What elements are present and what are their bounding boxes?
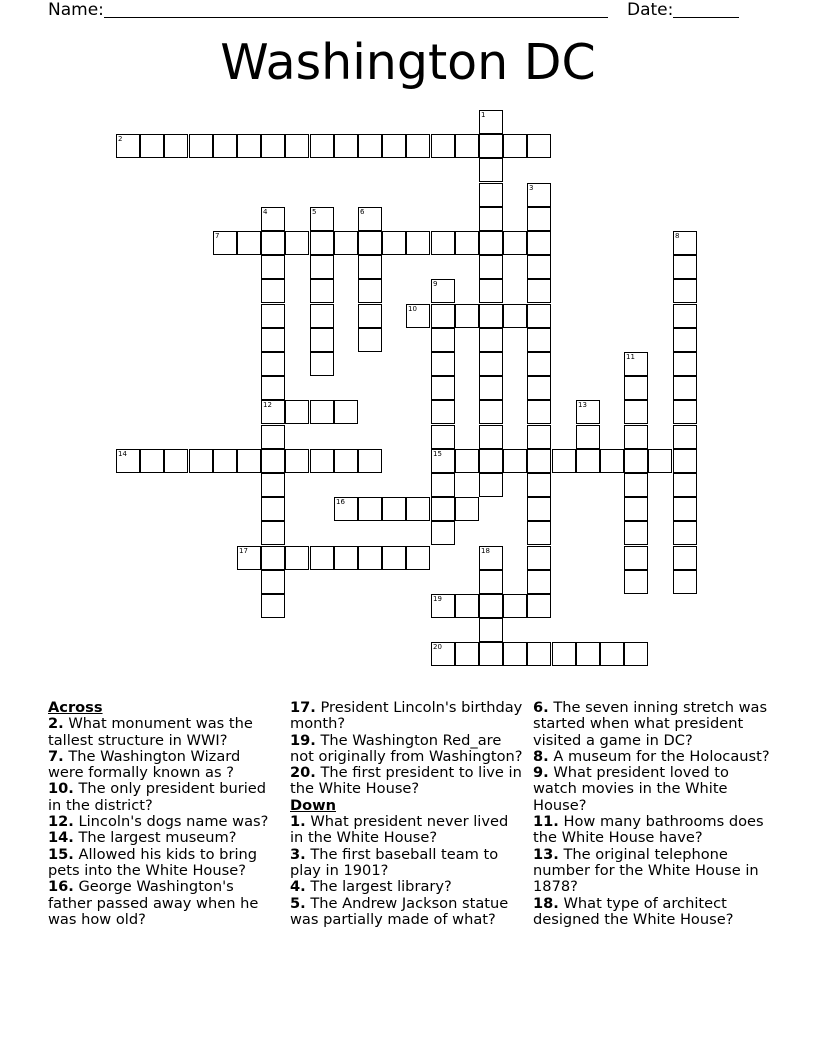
clue-item: [48, 879, 278, 928]
clue-number: 5.: [290, 894, 306, 912]
grid-cell[interactable]: [382, 497, 406, 521]
grid-cell[interactable]: [358, 497, 382, 521]
clue-text: The Washington Red_are not originally from Washington?: [290, 731, 523, 765]
grid-cell[interactable]: [431, 376, 455, 400]
grid-cell[interactable]: [213, 134, 237, 158]
grid-cell[interactable]: [673, 570, 697, 594]
grid-cell[interactable]: [527, 207, 551, 231]
clue-number: 2.: [48, 715, 64, 733]
clue-number: 19: [433, 595, 442, 603]
clue-text: Lincoln's dogs name was?: [78, 813, 269, 831]
clue-number: 10: [408, 305, 417, 313]
grid-cell[interactable]: [261, 231, 285, 255]
clue-text: Allowed his kids to bring pets into the White House?: [48, 845, 258, 879]
grid-cell[interactable]: [479, 328, 503, 352]
grid-cell[interactable]: [358, 207, 382, 231]
clue-number: 18: [481, 547, 490, 555]
grid-cell[interactable]: [431, 473, 455, 497]
grid-cell[interactable]: [431, 134, 455, 158]
grid-cell[interactable]: [455, 134, 479, 158]
grid-cell[interactable]: [527, 328, 551, 352]
grid-cell[interactable]: [382, 134, 406, 158]
grid-cell[interactable]: [116, 134, 140, 158]
grid-cell[interactable]: [479, 400, 503, 424]
grid-cell[interactable]: [261, 497, 285, 521]
grid-cell[interactable]: [358, 304, 382, 328]
grid-cell[interactable]: [673, 546, 697, 570]
grid-cell[interactable]: [140, 134, 164, 158]
grid-cell[interactable]: [527, 352, 551, 376]
grid-cell[interactable]: [479, 449, 503, 473]
grid-cell[interactable]: [310, 352, 334, 376]
grid-cell[interactable]: [406, 497, 430, 521]
grid-cell[interactable]: [237, 134, 261, 158]
clue-item: [48, 830, 278, 846]
clue-text: What monument was the tallest structure in WWI?: [48, 715, 253, 749]
grid-cell[interactable]: [527, 473, 551, 497]
date-label: Date:: [627, 0, 674, 20]
grid-cell[interactable]: [673, 255, 697, 279]
clue-number: 16: [336, 498, 345, 506]
clue-number: 6: [360, 208, 365, 216]
grid-cell[interactable]: [310, 279, 334, 303]
grid-cell[interactable]: [624, 473, 648, 497]
clue-item: [533, 700, 773, 749]
grid-cell[interactable]: [624, 400, 648, 424]
grid-cell[interactable]: [624, 352, 648, 376]
clue-number: 3.: [290, 845, 306, 863]
grid-cell[interactable]: [189, 449, 213, 473]
clue-number: 11: [626, 353, 635, 361]
clue-item: [533, 847, 773, 896]
clue-number: 6.: [533, 699, 549, 716]
clue-item: [290, 847, 526, 880]
grid-cell[interactable]: [527, 425, 551, 449]
clue-item: [290, 733, 526, 766]
grid-cell[interactable]: [406, 546, 430, 570]
grid-cell[interactable]: [479, 570, 503, 594]
clue-number: 9.: [533, 764, 549, 782]
clue-item: [533, 765, 773, 814]
clue-text: The Andrew Jackson statue was partially made of what?: [290, 894, 509, 928]
grid-cell[interactable]: [261, 425, 285, 449]
clue-item: [290, 896, 526, 929]
clue-number: 12: [263, 401, 272, 409]
clue-number: 15.: [48, 845, 74, 863]
clue-item: [290, 700, 526, 733]
clue-number: 14.: [48, 829, 74, 847]
grid-cell[interactable]: [527, 134, 551, 158]
grid-cell[interactable]: [576, 449, 600, 473]
grid-cell[interactable]: [479, 231, 503, 255]
grid-cell[interactable]: [503, 642, 527, 666]
clue-number: 8.: [533, 747, 549, 765]
grid-cell[interactable]: [455, 594, 479, 618]
grid-cell[interactable]: [624, 449, 648, 473]
grid-cell[interactable]: [261, 255, 285, 279]
clue-text: George Washington's father passed away when he was how old?: [48, 878, 259, 928]
grid-cell[interactable]: [455, 231, 479, 255]
grid-cell[interactable]: [237, 546, 261, 570]
clue-text: The first president to live in the White House?: [290, 764, 522, 798]
grid-cell[interactable]: [479, 546, 503, 570]
grid-cell[interactable]: [431, 449, 455, 473]
clue-number: 16.: [48, 878, 74, 896]
grid-cell[interactable]: [237, 449, 261, 473]
grid-cell[interactable]: [673, 449, 697, 473]
grid-cell[interactable]: [310, 255, 334, 279]
grid-cell[interactable]: [479, 183, 503, 207]
clue-number: 19.: [290, 731, 316, 749]
grid-cell[interactable]: [576, 400, 600, 424]
grid-cell[interactable]: [406, 231, 430, 255]
grid-cell[interactable]: [673, 400, 697, 424]
grid-cell[interactable]: [431, 279, 455, 303]
clues-column-1: [48, 700, 278, 928]
grid-cell[interactable]: [455, 642, 479, 666]
grid-cell[interactable]: [261, 134, 285, 158]
grid-cell[interactable]: [527, 400, 551, 424]
grid-cell[interactable]: [527, 279, 551, 303]
grid-cell[interactable]: [552, 642, 576, 666]
clue-item: [48, 847, 278, 880]
clue-number: 1.: [290, 813, 306, 831]
grid-cell[interactable]: [310, 304, 334, 328]
clue-number: 10.: [48, 780, 74, 798]
grid-cell[interactable]: [503, 134, 527, 158]
clue-number: 18.: [533, 894, 559, 912]
grid-cell[interactable]: [479, 134, 503, 158]
clue-number: 15: [433, 450, 442, 458]
clues-column-2: [290, 700, 526, 928]
clue-number: 4: [263, 208, 268, 216]
grid-cell[interactable]: [261, 570, 285, 594]
clue-text: The seven inning stretch was started when what president visited a game in DC?: [533, 699, 768, 749]
clue-text: President Lincoln's birthday month?: [290, 699, 523, 733]
grid-cell[interactable]: [527, 642, 551, 666]
grid-cell[interactable]: [261, 473, 285, 497]
grid-cell[interactable]: [527, 304, 551, 328]
clues-column-3: [533, 700, 773, 928]
clue-number: 13.: [533, 845, 559, 863]
grid-cell[interactable]: [310, 134, 334, 158]
grid-cell[interactable]: [479, 352, 503, 376]
grid-cell[interactable]: [527, 183, 551, 207]
grid-cell[interactable]: [189, 134, 213, 158]
clue-number: 20: [433, 643, 442, 651]
clue-item: [533, 749, 773, 765]
grid-cell[interactable]: [116, 449, 140, 473]
grid-cell[interactable]: [503, 449, 527, 473]
grid-cell[interactable]: [673, 352, 697, 376]
grid-cell[interactable]: [334, 400, 358, 424]
clue-item: [290, 879, 526, 895]
clue-text: The largest museum?: [78, 829, 237, 847]
clue-number: 14: [118, 450, 127, 458]
grid-cell[interactable]: [261, 328, 285, 352]
grid-cell[interactable]: [213, 231, 237, 255]
grid-cell[interactable]: [334, 546, 358, 570]
grid-cell[interactable]: [406, 134, 430, 158]
clue-text: The Washington Wizard were formally known as ?: [48, 747, 241, 782]
grid-cell[interactable]: [479, 376, 503, 400]
grid-cell[interactable]: [455, 497, 479, 521]
clue-number: 8: [675, 232, 680, 240]
grid-cell[interactable]: [431, 497, 455, 521]
grid-cell[interactable]: [527, 376, 551, 400]
grid-cell[interactable]: [673, 231, 697, 255]
grid-cell[interactable]: [358, 328, 382, 352]
grid-cell[interactable]: [503, 594, 527, 618]
clue-number: 17: [239, 547, 248, 555]
grid-cell[interactable]: [479, 618, 503, 642]
grid-cell[interactable]: [600, 449, 624, 473]
grid-cell[interactable]: [479, 255, 503, 279]
grid-cell[interactable]: [310, 449, 334, 473]
clue-number: 20.: [290, 764, 316, 782]
grid-cell[interactable]: [527, 546, 551, 570]
grid-cell[interactable]: [285, 134, 309, 158]
grid-cell[interactable]: [600, 642, 624, 666]
grid-cell[interactable]: [673, 279, 697, 303]
grid-cell[interactable]: [527, 570, 551, 594]
grid-cell[interactable]: [624, 425, 648, 449]
grid-cell[interactable]: [455, 304, 479, 328]
grid-cell[interactable]: [285, 546, 309, 570]
grid-cell[interactable]: [310, 328, 334, 352]
grid-cell[interactable]: [406, 304, 430, 328]
grid-cell[interactable]: [648, 449, 672, 473]
grid-cell[interactable]: [261, 449, 285, 473]
clue-text: What type of architect designed the White House?: [533, 894, 734, 928]
grid-cell[interactable]: [673, 473, 697, 497]
grid-cell[interactable]: [479, 207, 503, 231]
grid-cell[interactable]: [334, 497, 358, 521]
clue-number: 13: [578, 401, 587, 409]
grid-cell[interactable]: [237, 231, 261, 255]
grid-cell[interactable]: [552, 449, 576, 473]
grid-cell[interactable]: [479, 110, 503, 134]
grid-cell[interactable]: [673, 304, 697, 328]
clue-number: 7: [215, 232, 220, 240]
clue-number: 7.: [48, 747, 64, 765]
grid-cell[interactable]: [673, 497, 697, 521]
name-label: Name:: [48, 0, 104, 20]
grid-cell[interactable]: [673, 376, 697, 400]
grid-cell[interactable]: [261, 376, 285, 400]
grid-cell[interactable]: [261, 594, 285, 618]
clue-number: 11.: [533, 813, 559, 831]
grid-cell[interactable]: [479, 158, 503, 182]
clue-item: [48, 781, 278, 814]
clue-number: 4.: [290, 878, 306, 896]
grid-cell[interactable]: [164, 134, 188, 158]
clue-text: The original telephone number for the White House in 1878?: [533, 845, 759, 896]
grid-cell[interactable]: [479, 473, 503, 497]
clue-number: 9: [433, 280, 438, 288]
grid-cell[interactable]: [358, 255, 382, 279]
grid-cell[interactable]: [479, 425, 503, 449]
grid-cell[interactable]: [358, 449, 382, 473]
grid-cell[interactable]: [673, 521, 697, 545]
grid-cell[interactable]: [673, 328, 697, 352]
grid-cell[interactable]: [261, 400, 285, 424]
grid-cell[interactable]: [624, 521, 648, 545]
clue-item: [48, 716, 278, 749]
grid-cell[interactable]: [164, 449, 188, 473]
grid-cell[interactable]: [503, 231, 527, 255]
clue-number: 12.: [48, 813, 74, 831]
grid-cell[interactable]: [358, 134, 382, 158]
clue-text: The largest library?: [310, 878, 452, 896]
grid-cell[interactable]: [431, 231, 455, 255]
clue-number: 5: [312, 208, 317, 216]
clue-number: 2: [118, 135, 123, 143]
grid-cell[interactable]: [261, 352, 285, 376]
grid-cell[interactable]: [431, 352, 455, 376]
grid-cell[interactable]: [431, 594, 455, 618]
grid-cell[interactable]: [431, 304, 455, 328]
grid-cell[interactable]: [624, 376, 648, 400]
grid-cell[interactable]: [527, 255, 551, 279]
down-heading: Down: [290, 796, 337, 814]
grid-cell[interactable]: [624, 642, 648, 666]
grid-cell[interactable]: [310, 231, 334, 255]
grid-cell[interactable]: [213, 449, 237, 473]
grid-cell[interactable]: [261, 279, 285, 303]
clue-text: The only president buried in the district?: [48, 780, 267, 814]
clue-number: 3: [529, 184, 534, 192]
grid-cell[interactable]: [431, 400, 455, 424]
grid-cell[interactable]: [455, 449, 479, 473]
clue-number: 1: [481, 111, 486, 119]
clue-text: What president never lived in the White House?: [290, 813, 509, 847]
grid-cell[interactable]: [527, 449, 551, 473]
grid-cell[interactable]: [527, 594, 551, 618]
grid-cell[interactable]: [527, 521, 551, 545]
grid-cell[interactable]: [479, 304, 503, 328]
grid-cell[interactable]: [358, 546, 382, 570]
grid-cell[interactable]: [310, 546, 334, 570]
grid-cell[interactable]: [261, 304, 285, 328]
grid-cell[interactable]: [624, 546, 648, 570]
clue-text: What president loved to watch movies in the White House?: [533, 764, 729, 814]
grid-cell[interactable]: [334, 449, 358, 473]
grid-cell[interactable]: [310, 207, 334, 231]
grid-cell[interactable]: [576, 642, 600, 666]
grid-cell[interactable]: [624, 570, 648, 594]
clue-item: [290, 765, 526, 798]
grid-cell[interactable]: [576, 425, 600, 449]
clue-item: [290, 814, 526, 847]
across-heading: Across: [48, 699, 103, 716]
page-title: Washington DC: [220, 34, 596, 91]
grid-cell[interactable]: [261, 521, 285, 545]
clue-text: The first baseball team to play in 1901?: [290, 845, 499, 879]
grid-cell[interactable]: [479, 642, 503, 666]
clue-text: A museum for the Holocaust?: [553, 747, 770, 765]
grid-cell[interactable]: [382, 546, 406, 570]
grid-cell[interactable]: [285, 400, 309, 424]
grid-cell[interactable]: [527, 497, 551, 521]
clue-item: [48, 749, 278, 782]
clue-item: [533, 814, 773, 847]
grid-cell[interactable]: [527, 231, 551, 255]
grid-cell[interactable]: [382, 231, 406, 255]
grid-cell[interactable]: [310, 400, 334, 424]
grid-cell[interactable]: [285, 449, 309, 473]
clue-text: How many bathrooms does the White House have?: [533, 813, 764, 847]
grid-cell[interactable]: [285, 231, 309, 255]
grid-cell[interactable]: [358, 231, 382, 255]
clue-item: [533, 896, 773, 929]
grid-cell[interactable]: [431, 425, 455, 449]
grid-cell[interactable]: [479, 279, 503, 303]
grid-cell[interactable]: [431, 521, 455, 545]
grid-cell[interactable]: [431, 642, 455, 666]
clue-number: 17.: [290, 699, 316, 716]
grid-cell[interactable]: [140, 449, 164, 473]
clue-item: [48, 814, 278, 830]
grid-cell[interactable]: [358, 279, 382, 303]
grid-cell[interactable]: [431, 328, 455, 352]
grid-cell[interactable]: [261, 546, 285, 570]
grid-cell[interactable]: [673, 425, 697, 449]
grid-cell[interactable]: [261, 207, 285, 231]
grid-cell[interactable]: [334, 134, 358, 158]
grid-cell[interactable]: [334, 231, 358, 255]
grid-cell[interactable]: [624, 497, 648, 521]
grid-cell[interactable]: [503, 304, 527, 328]
grid-cell[interactable]: [479, 594, 503, 618]
